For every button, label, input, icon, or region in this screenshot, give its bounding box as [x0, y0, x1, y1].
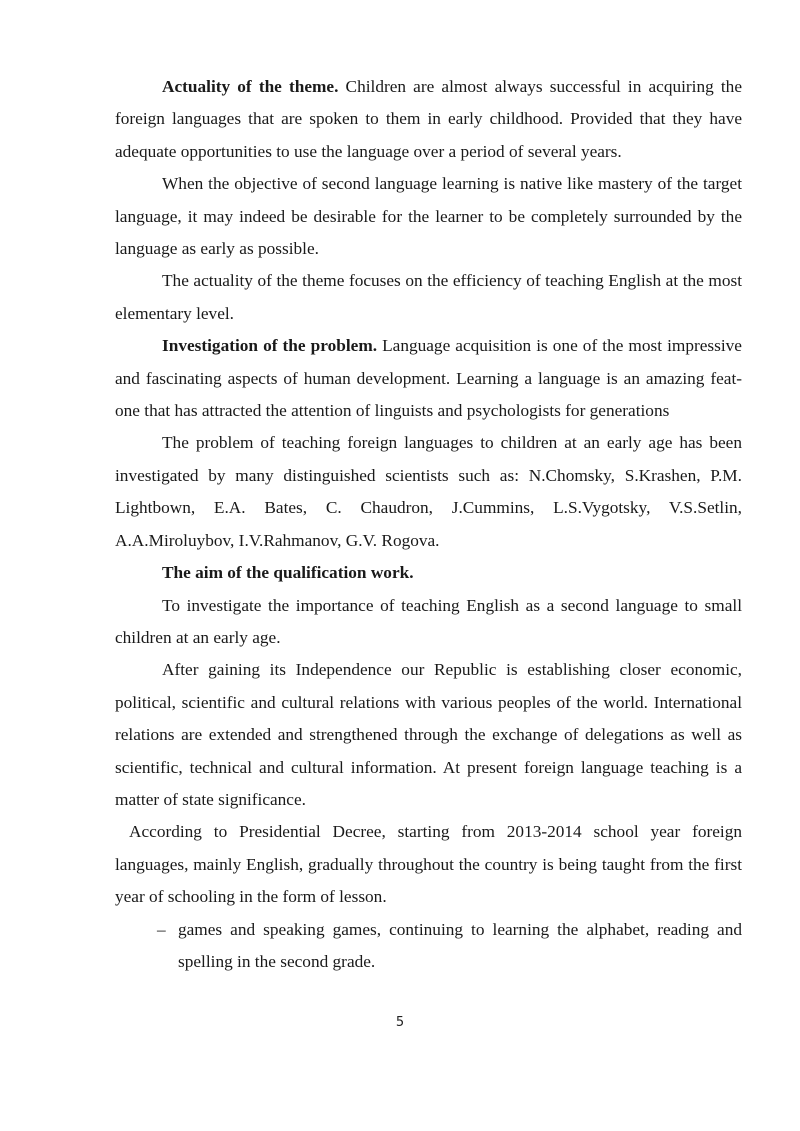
paragraph-scientists — [115, 427, 742, 557]
paragraph-text: To investigate the importance of teaching English as a second language to small children at an early age. — [115, 595, 742, 647]
paragraph-text: According to Presidential Decree, starting from 2013-2014 school year foreign languages, mainly English, gradually throughout the country is being taught from the first year of schooling in the form of lesson. — [115, 822, 742, 907]
paragraph-text: Children are almost always successful in acquiring the foreign languages that are spoken to them in early childhood. Provided that they have adequate opportunities to use the language over a period of several years. — [115, 77, 742, 161]
paragraph-text: The actuality of the theme focuses on the efficiency of teaching English at the most elementary level. — [115, 271, 742, 323]
heading-actuality: Actuality of the theme. — [162, 77, 339, 96]
page-number: 5 — [395, 1015, 405, 1030]
list-item — [115, 914, 742, 979]
paragraph-independence — [115, 654, 742, 816]
paragraph-text: After gaining its Independence our Republic is establishing closer economic, political, scientific and cultural relations with various peoples of the world. International relations are extended and strengthened through the exchange of delegations as well as scientific, technical and cultural information. At present foreign language teaching is a matter of state significance. — [115, 660, 742, 809]
dash-bullet: – — [157, 919, 166, 939]
paragraph-actuality-focus — [115, 265, 742, 330]
paragraph-decree — [115, 816, 742, 913]
paragraph-aim — [115, 590, 742, 655]
paragraph-objective — [115, 168, 742, 265]
paragraph-text: The problem of teaching foreign languages to children at an early age has been investigated by many distinguished scientists such as: N.Chomsky, S.Krashen, P.M. Lightbown, E.A. Bates, C. Chaudron, J.Cummins, L.S.Vygotsky, V.S.Setlin, A.A.Miroluybov, I.V.Rahmanov, G.V. Rogova. — [115, 433, 742, 550]
paragraph-aim-heading — [115, 557, 742, 589]
document-page — [115, 71, 742, 978]
paragraph-investigation — [115, 330, 742, 427]
paragraph-text: Language acquisition is one of the most impressive and fascinating aspects of human development. Learning a language is an amazing feat-one that has attracted the attention of linguists and psychologists for generations — [115, 336, 742, 421]
bullet-list — [115, 914, 742, 979]
list-item-text: games and speaking games, continuing to learning the alphabet, reading and spelling in the second grade. — [178, 919, 742, 971]
paragraph-actuality — [115, 71, 742, 168]
paragraph-text: When the objective of second language learning is native like mastery of the target language, it may indeed be desirable for the learner to be completely surrounded by the language as early as possible. — [115, 174, 742, 259]
heading-investigation: Investigation of the problem. — [162, 336, 378, 356]
heading-aim: The aim of the qualification work. — [162, 563, 414, 583]
